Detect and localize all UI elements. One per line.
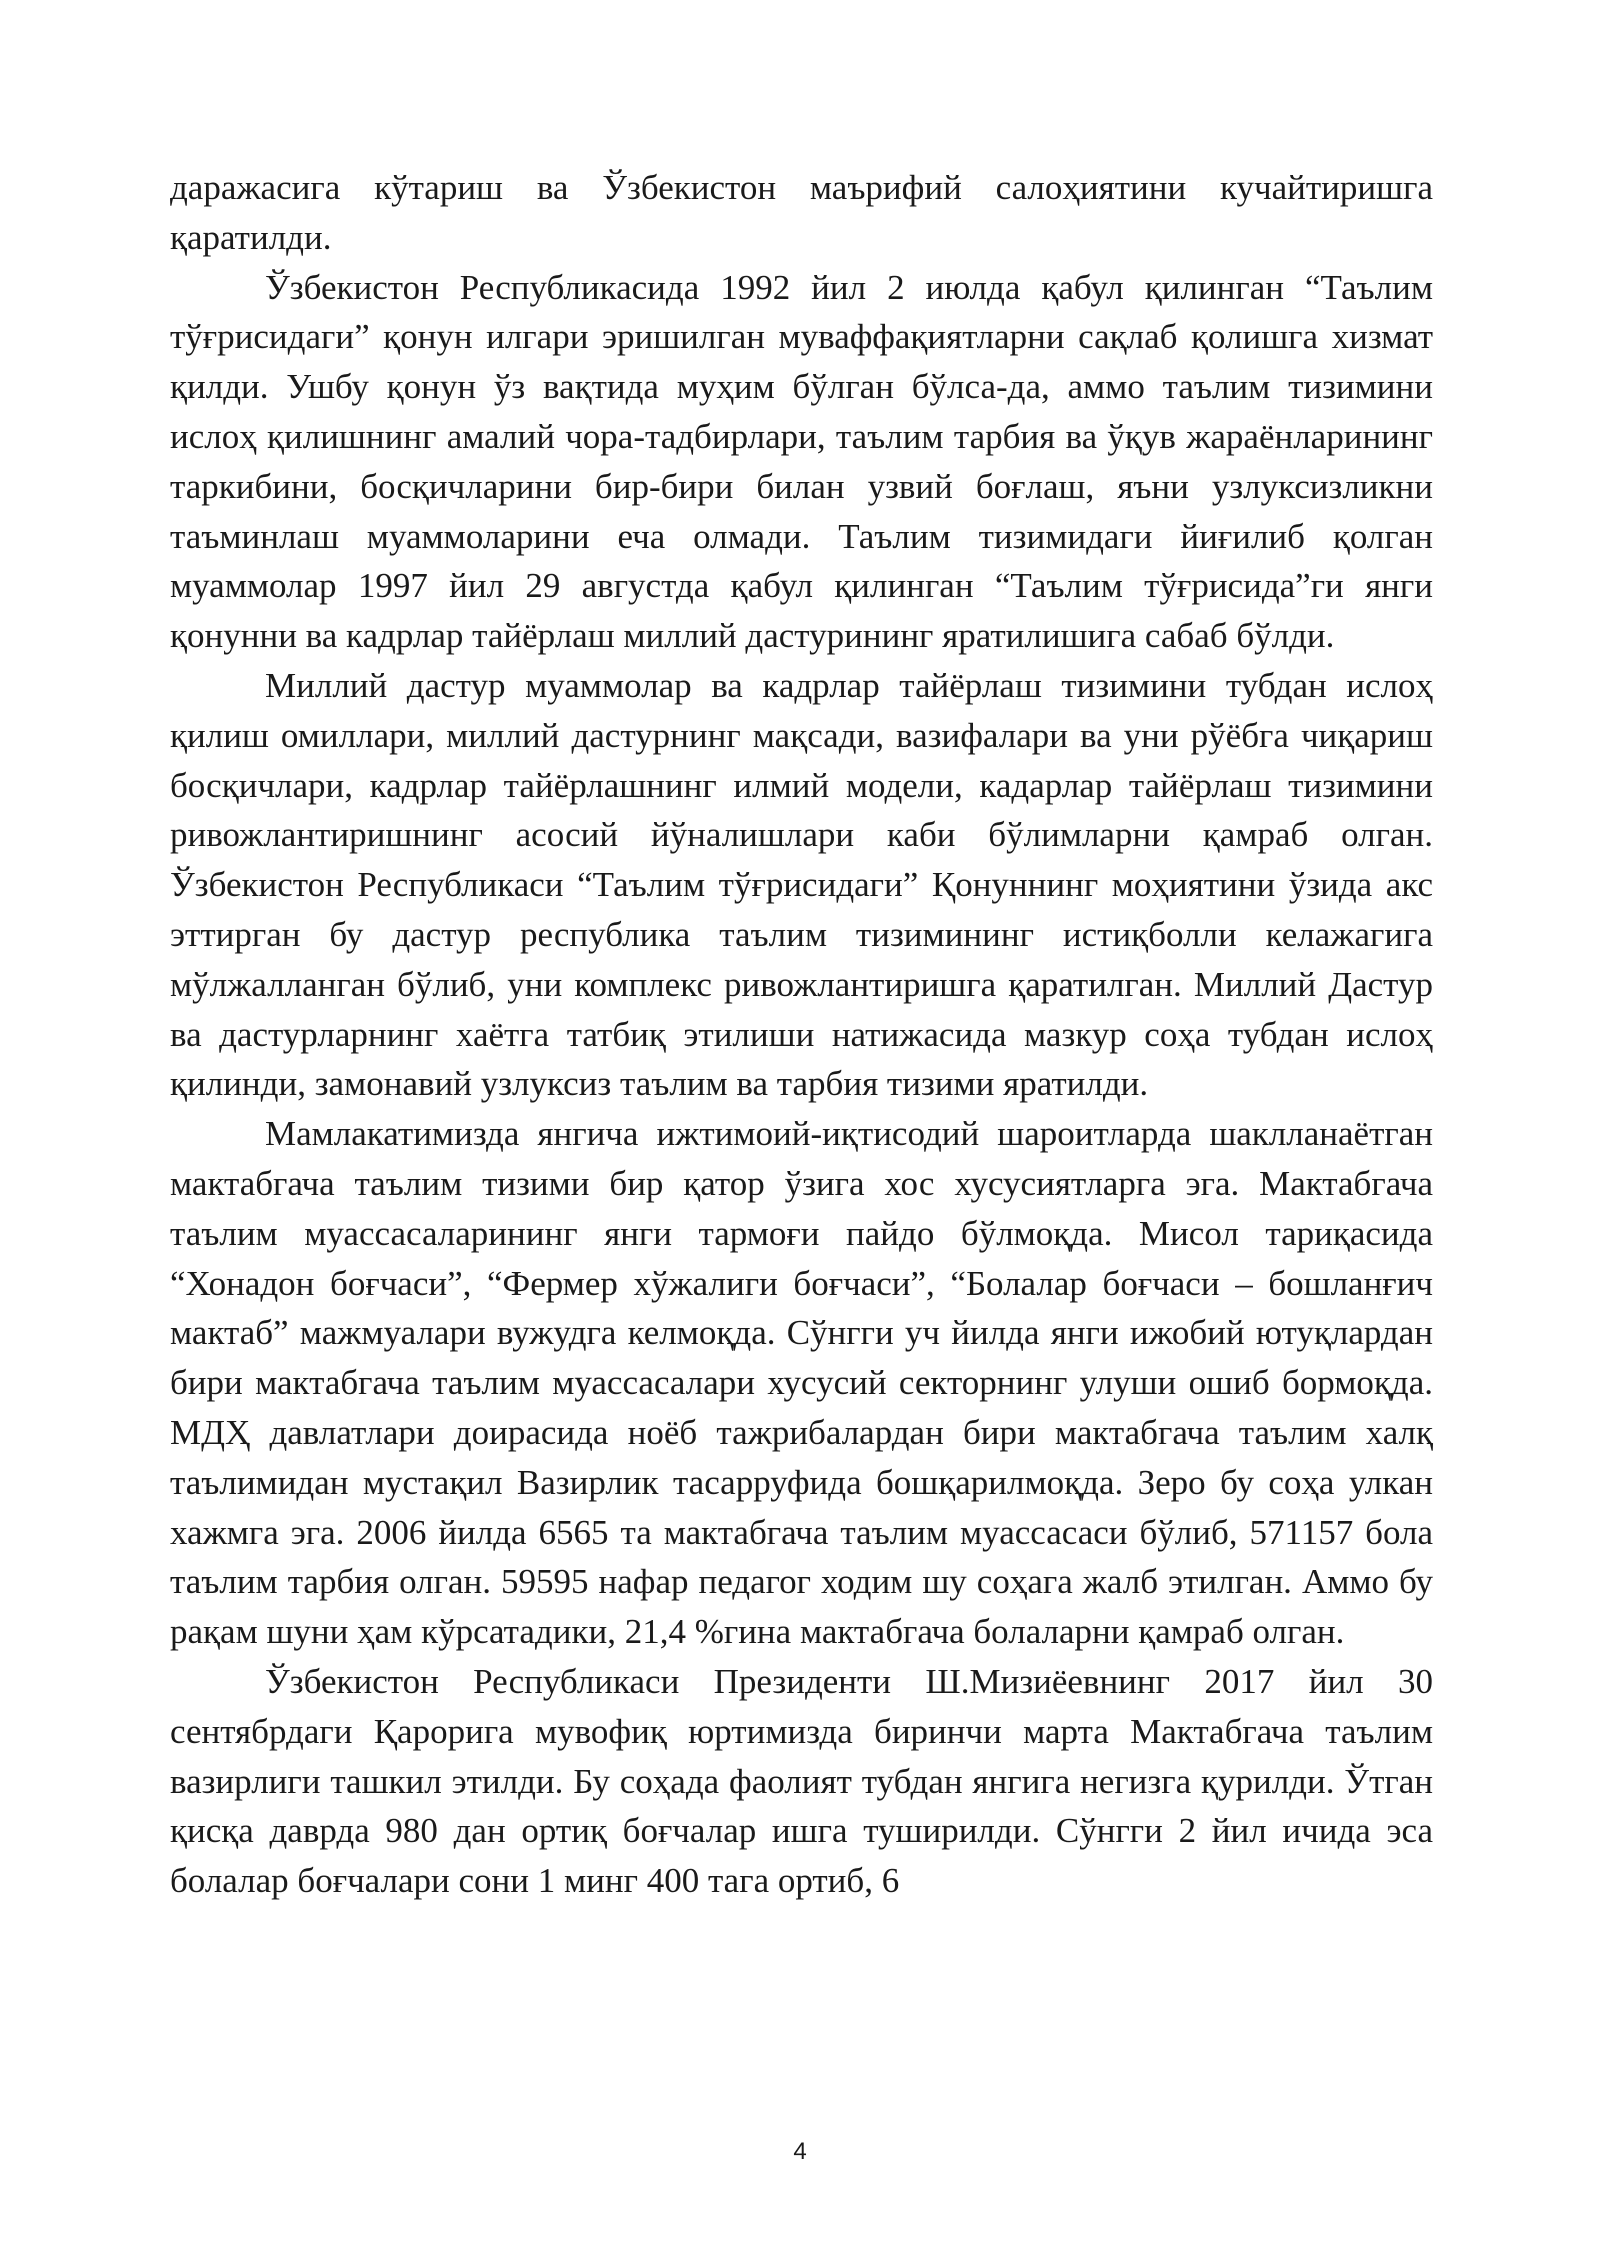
- page-number: 4: [793, 2138, 807, 2165]
- paragraph-preschool-system: Мамлакатимизда янгича ижтимоий-иқтисодий шароитларда шаклланаётган мактабгача таълим тизими бир қатор ўзига хос хусусиятларга эга. Мактабгача таълим муассасаларининг янги тармоғи пайдо бўлмоқда. Мисол тариқасида “Хонадон боғчаси”, “Фермер хўжалиги боғчаси”, “Болалар боғчаси – бошланғич мактаб” мажмуалари вужудга келмоқда. Сўнгги уч йилда янги ижобий ютуқлардан бири мактабгача таълим муассасалари хусусий секторнинг улуши ошиб бормоқда. МДҲ давлатлари доирасида ноёб тажрибалардан бири мактабгача таълим халқ таълимидан мустақил Вазирлик тасарруфида бошқарилмоқда. Зеро бу соҳа улкан хажмга эга. 2006 йилда 6565 та мактабгача таълим муассасаси бўлиб, 571157 бола таълим тарбия олган. 59595 нафар педагог ходим шу соҳага жалб этилган. Аммо бу рақам шуни ҳам кўрсатадики, 21,4 %гина мактабгача болаларни қамраб олган.: [170, 1114, 1433, 1652]
- paragraph-education-law-1992: Ўзбекистон Республикасида 1992 йил 2 июлда қабул қилинган “Таълим тўғрисидаги” қонун илгари эришилган муваффақиятларни сақлаб қолишга хизмат қилди. Ушбу қонун ўз вақтида муҳим бўлган бўлса-да, аммо таълим тизимини ислоҳ қилишнинг амалий чора-тадбирлари, таълим тарбия ва ўқув жараёнларининг таркибини, босқичларини бир-бири билан узвий боғлаш, яъни узлуксизликни таъминлаш муаммоларини еча олмади. Таълим тизимидаги йиғилиб қолган муаммолар 1997 йил 29 августда қабул қилинган “Таълим тўғрисида”ги янги қонунни ва кадрлар тайёрлаш миллий дастурининг яратилишига сабаб бўлди.: [170, 267, 1433, 656]
- paragraph-continuation: даражасига кўтариш ва Ўзбекистон маърифий салоҳиятини кучайтиришга қаратилди.: [170, 168, 1433, 257]
- paragraph-national-program: Миллий дастур муаммолар ва кадрлар тайёрлаш тизимини тубдан ислоҳ қилиш омиллари, миллий дастурнинг мақсади, вазифалари ва уни рўёбга чиқариш босқичлари, кадрлар тайёрлашнинг илмий модели, кадарлар тайёрлаш тизимини ривожлантиришнинг асосий йўналишлари каби бўлимларни қамраб олган. Ўзбекистон Республикаси “Таълим тўғрисидаги” Қонуннинг моҳиятини ўзида акс эттирган бу дастур республика таълим тизимининг истиқболли келажагига мўлжалланган бўлиб, уни комплекс ривожлантиришга қаратилган. Миллий Дастур ва дастурларнинг хаётга татбиқ этилиши натижасида мазкур соҳа тубдан ислоҳ қилинди, замонавий узлуксиз таълим ва тарбия тизими яратилди.: [170, 665, 1433, 1104]
- paragraph-preschool-ministry: Ўзбекистон Республикаси Президенти Ш.Мизиёевнинг 2017 йил 30 сентябрдаги Қарорига мувофиқ юртимизда биринчи марта Мактабгача таълим вазирлиги ташкил этилди. Бу соҳада фаолият тубдан янгига негизга қурилди. Ўтган қисқа даврда 980 дан ортиқ боғчалар ишга туширилди. Сўнгги 2 йил ичида эса болалар боғчалари сони 1 минг 400 тага ортиб, 6: [170, 1661, 1433, 1901]
- body-text: [170, 163, 1433, 1906]
